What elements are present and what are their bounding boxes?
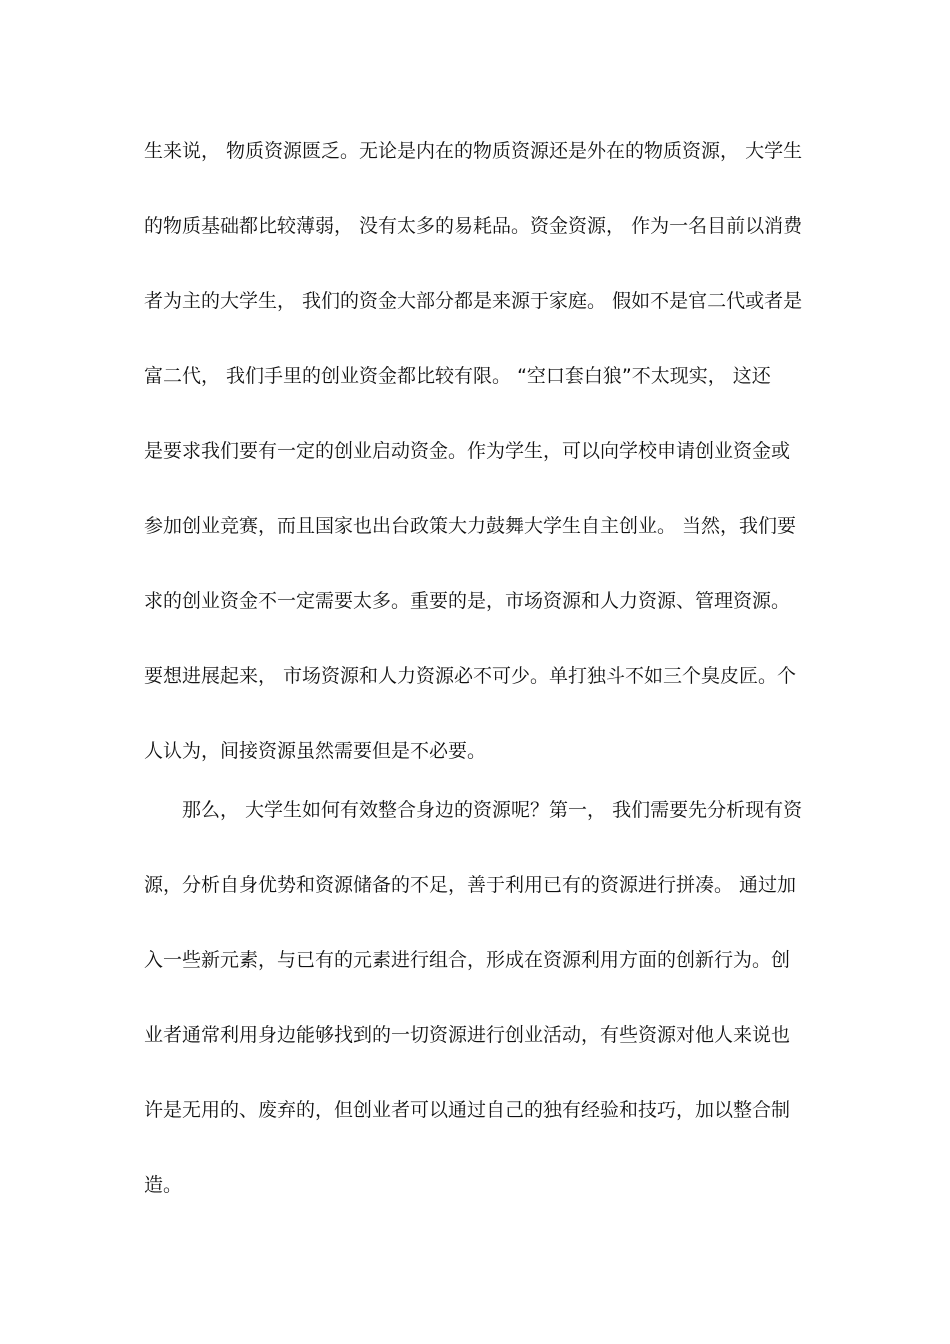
text-line: 许是无用的、废弃的，但创业者可以通过自己的独有经验和技巧，加以整合制	[144, 1099, 791, 1121]
paragraph-2	[144, 798, 808, 1248]
text-line: 源，分析自身优势和资源储备的不足，善于利用已有的资源进行拼凑。 通过加	[144, 874, 797, 896]
text-line: 求的创业资金不一定需要太多。重要的是，市场资源和人力资源、管理资源。	[144, 590, 791, 612]
paragraph-1	[144, 139, 808, 814]
text-line: 生来说， 物质资源匮乏。无论是内在的物质资源还是外在的物质资源， 大学生	[144, 140, 803, 162]
text-line: 业者通常利用身边能够找到的一切资源进行创业活动，有些资源对他人来说也	[144, 1024, 791, 1046]
text-line: 那么， 大学生如何有效整合身边的资源呢？第一， 我们需要先分析现有资	[182, 799, 803, 821]
text-line: 是要求我们要有一定的创业启动资金。作为学生，可以向学校申请创业资金或	[144, 440, 791, 462]
text-line: 入一些新元素，与已有的元素进行组合，形成在资源利用方面的创新行为。创	[144, 949, 791, 971]
text-line: 人认为，间接资源虽然需要但是不必要。	[144, 740, 487, 762]
text-line: 参加创业竞赛，而且国家也出台政策大力鼓舞大学生自主创业。 当然，我们要	[144, 515, 797, 537]
text-line: 者为主的大学生， 我们的资金大部分都是来源于家庭。 假如不是官二代或者是	[144, 290, 803, 312]
text-line: 要想进展起来， 市场资源和人力资源必不可少。单打独斗不如三个臭皮匠。个	[144, 665, 797, 687]
text-line: 造。	[144, 1174, 183, 1196]
text-line: 的物质基础都比较薄弱， 没有太多的易耗品。资金资源， 作为一名目前以消费	[144, 215, 803, 237]
text-line: 富二代， 我们手里的创业资金都比较有限。 “空口套白狼”不太现实， 这还	[144, 365, 771, 387]
